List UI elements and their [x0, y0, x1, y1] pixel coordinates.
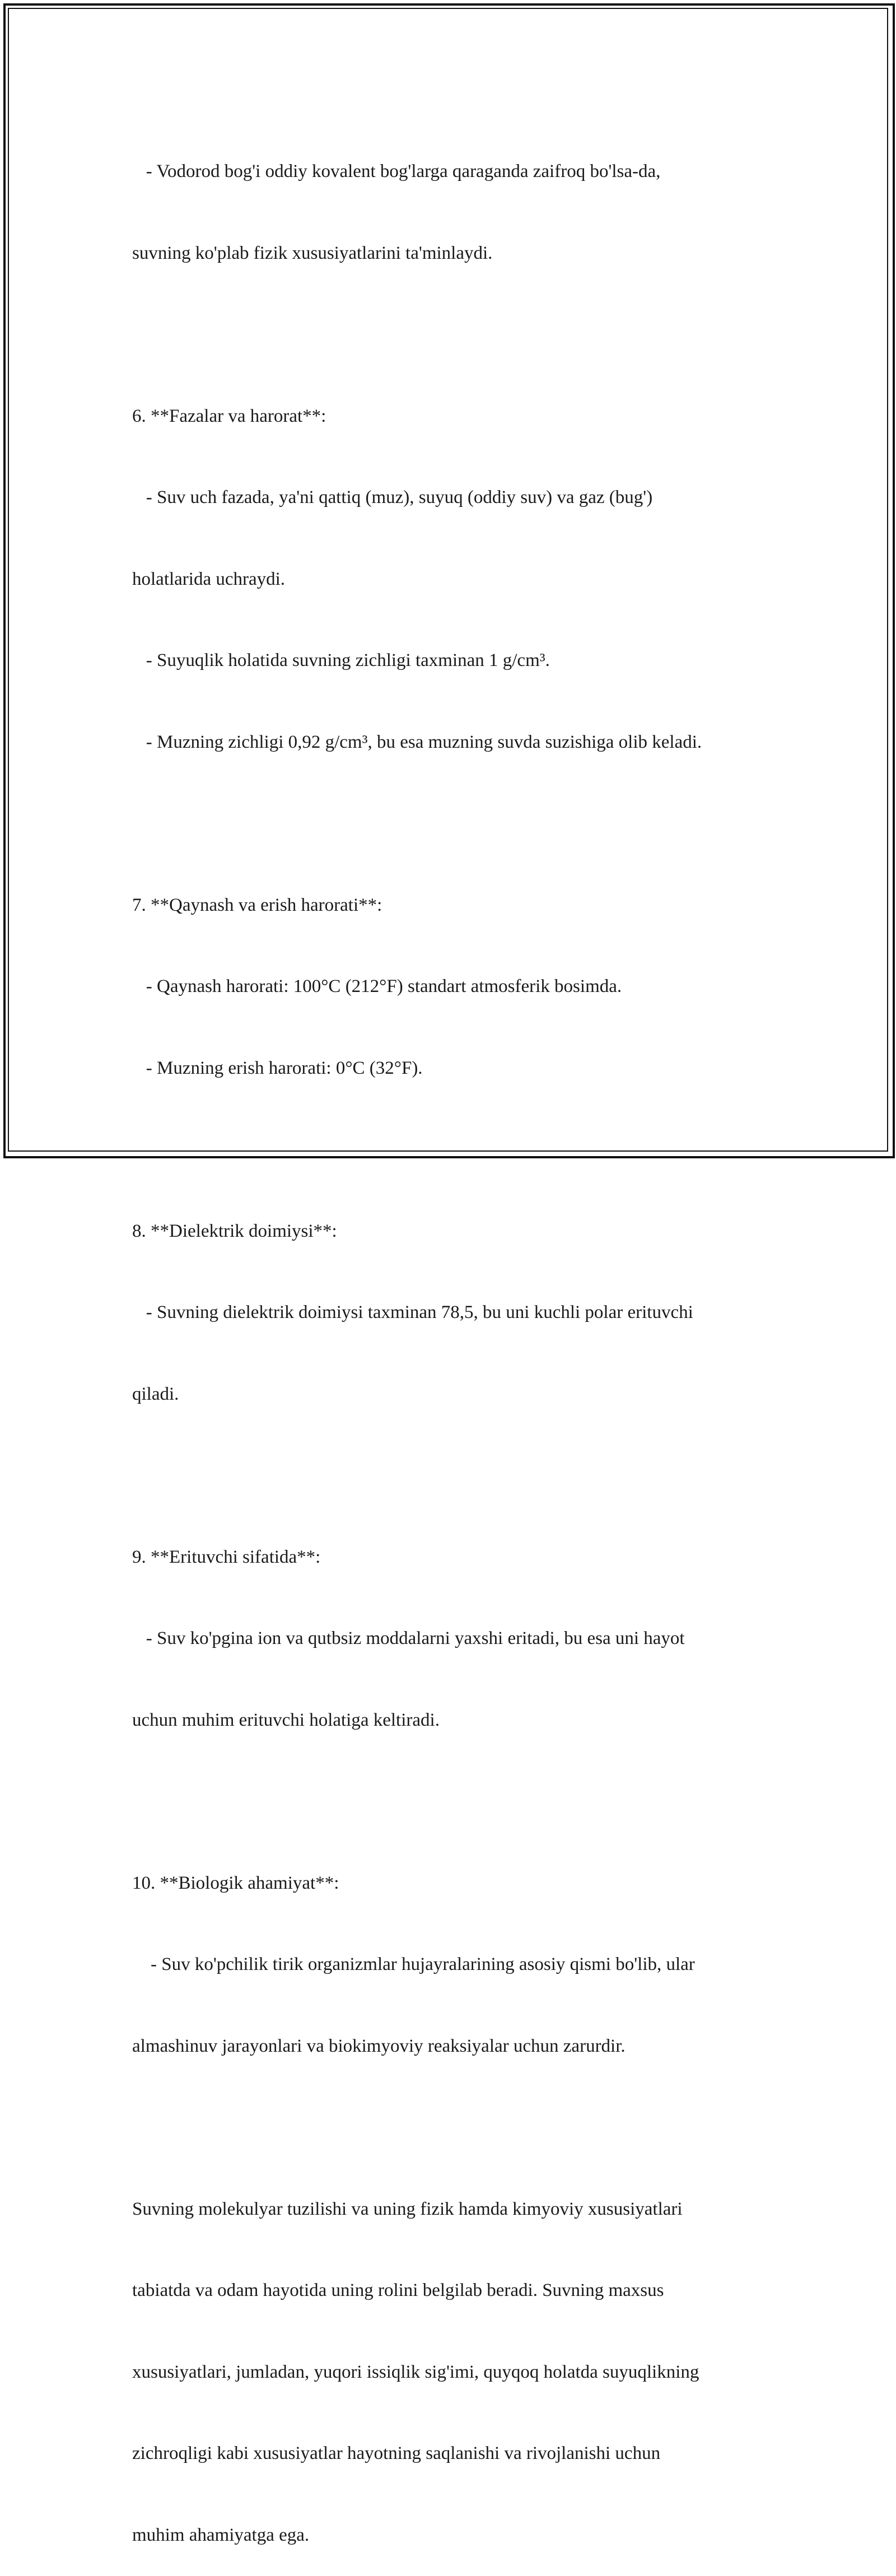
blank-line [132, 321, 782, 348]
text-line: - Qaynash harorati: 100°C (212°F) standart atmosferik bosimda. [132, 976, 622, 996]
conclusion-line: zichroqligi kabi xususiyatlar hayotning saqlanishi va rivojlanishi uchun [132, 2443, 661, 2463]
blank-line [132, 2114, 782, 2141]
text-line: - Suv uch fazada, ya'ni qattiq (muz), suyuq (oddiy suv) va gaz (bug') [132, 487, 653, 507]
section-heading-6: 6. **Fazalar va harorat**: [132, 406, 326, 426]
text-line: uchun muhim erituvchi holatiga keltiradi. [132, 1709, 440, 1730]
conclusion-line: tabiatda va odam hayotida uning rolini belgilab beradi. Suvning maxsus [132, 2280, 664, 2300]
text-line: - Vodorod bog'i oddiy kovalent bog'larga qaraganda zaifroq bo'lsa-da, [132, 161, 661, 181]
conclusion-line: Suvning molekulyar tuzilishi va uning fizik hamda kimyoviy xususiyatlari [132, 2198, 683, 2219]
document-body [132, 104, 782, 2576]
section-heading-8: 8. **Dielektrik doimiysi**: [132, 1221, 337, 1241]
text-line: - Suyuqlik holatida suvning zichligi taxminan 1 g/cm³. [132, 650, 550, 670]
text-line: - Muzning zichligi 0,92 g/cm³, bu esa muzning suvda suzishiga olib keladi. [132, 732, 702, 752]
blank-line [132, 1462, 782, 1489]
text-line: - Suvning dielektrik doimiysi taxminan 78,5, bu uni kuchli polar erituvchi [132, 1302, 693, 1322]
blank-line [132, 1788, 782, 1815]
text-line: - Muzning erish harorati: 0°C (32°F). [132, 1058, 423, 1078]
section-heading-10: 10. **Biologik ahamiyat**: [132, 1872, 339, 1893]
text-line: qiladi. [132, 1384, 179, 1404]
text-line: holatlarida uchraydi. [132, 569, 286, 589]
blank-line [132, 810, 782, 837]
text-line: - Suv ko'pgina ion va qutbsiz moddalarni yaxshi eritadi, bu esa uni hayot [132, 1628, 685, 1648]
text-line: suvning ko'plab fizik xususiyatlarini ta'minlaydi. [132, 243, 493, 263]
conclusion-line: muhim ahamiyatga ega. [132, 2524, 310, 2545]
text-line: almashinuv jarayonlari va biokimyoviy reaksiyalar uchun zarurdir. [132, 2035, 626, 2056]
blank-line [132, 1136, 782, 1163]
text-line: - Suv ko'pchilik tirik organizmlar hujayralarining asosiy qismi bo'lib, ular [132, 1954, 695, 1974]
section-heading-9: 9. **Erituvchi sifatida**: [132, 1546, 321, 1567]
conclusion-line: xususiyatlari, jumladan, yuqori issiqlik sig'imi, quyqoq holatda suyuqlikning [132, 2361, 699, 2382]
section-heading-7: 7. **Qaynash va erish harorati**: [132, 895, 382, 915]
